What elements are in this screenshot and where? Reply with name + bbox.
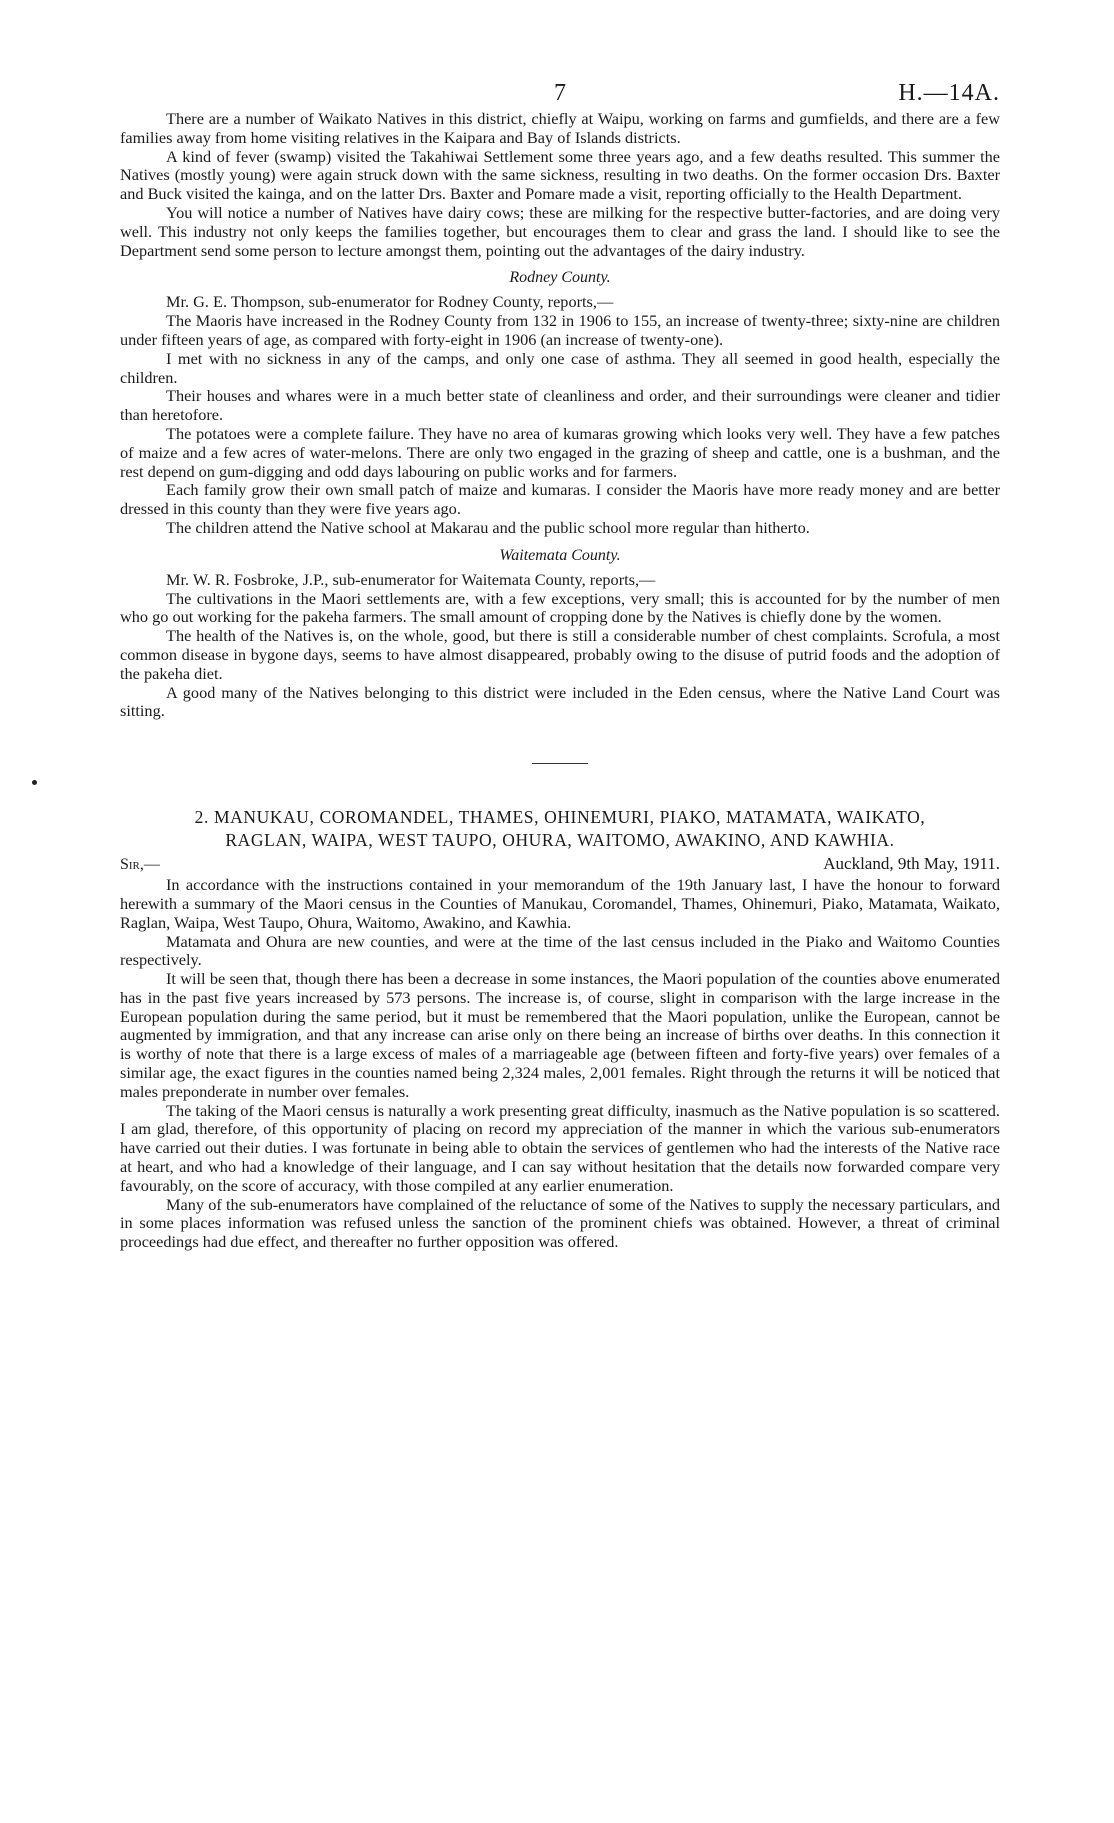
document-reference: H.—14A.: [898, 80, 1000, 106]
paragraph: The cultivations in the Maori settlements are, with a few exceptions, very small; this is accounted for by the number of men who go out working for the pakeha farmers. The small amount of cropping done by the Natives is chiefly done by the women.: [120, 588, 1000, 627]
paragraph: Matamata and Ohura are new counties, and were at the time of the last census included in the Piako and Waitomo Counties respectively.: [120, 931, 1000, 970]
paragraph: Mr. W. R. Fosbroke, J.P., sub-enumerator for Waitemata County, reports,—: [166, 569, 656, 589]
paragraph: A good many of the Natives belonging to this district were included in the Eden census, where the Native Land Court was sitting.: [120, 682, 1000, 721]
paragraph: Each family grow their own small patch of maize and kumaras. I consider the Maoris have more ready money and are better dressed in this county than they were five years ago.: [120, 480, 1000, 519]
dateline: Auckland, 9th May, 1911.: [823, 854, 1000, 874]
document-page: [120, 66, 1000, 1252]
waitemata-section: [120, 546, 1000, 721]
paragraph: I met with no sickness in any of the camps, and only one case of asthma. They all seemed in good health, especially the children.: [120, 348, 1000, 387]
intro-section: [120, 110, 1000, 260]
paragraph: It will be seen that, though there has been a decrease in some instances, the Maori population of the counties above enumerated has in the past five years increased by 573 persons. The increase is, of course, slight in comparison with the large increase in the European population during the same period, but it must be remembered that the Maori population, unlike the European, cannot be augmented by immigration, and that any increase can arise only on there being an increase of births over deaths. In this connection it is worthy of note that there is a large excess of males of a marriageable age (between fifteen and forty-five years) over females of a similar age, the exact figures in the counties named being 2,324 males, 2,001 females. Right through the returns it will be noticed that males preponderate in number over females.: [120, 969, 1000, 1101]
paragraph: There are a number of Waikato Natives in this district, chiefly at Waipu, working on farms and gumfields, and there are a few families away from home visiting relatives in the Kaipara and Bay of Islands districts.: [120, 109, 1000, 147]
paragraph: Mr. G. E. Thompson, sub-enumerator for Rodney County, reports,—: [166, 292, 614, 312]
paragraph: A kind of fever (swamp) visited the Takahiwai Settlement some three years ago, and a few deaths resulted. This summer the Natives (mostly young) were again struck down with the same sickness, resulting in two deaths. On the former occasion Drs. Baxter and Buck visited the kainga, and on the latter Drs. Baxter and Pomare made a visit, reporting officially to the Health Department.: [120, 146, 1000, 204]
paragraph: In accordance with the instructions contained in your memorandum of the 19th January last, I have the honour to forward herewith a summary of the Maori census in the Counties of Manukau, Coromandel, Thames, Ohinemuri, Piako, Matamata, Waikato, Raglan, Waipa, West Taupo, Ohura, Waitomo, Awakino, and Kawhia.: [120, 875, 1000, 932]
waitemata-county-heading: Waitemata County.: [499, 546, 621, 564]
section-2: [120, 806, 1000, 1252]
paragraph: The children attend the Native school at Makarau and the public school more regular than hitherto.: [166, 517, 810, 537]
paragraph: Many of the sub-enumerators have complained of the reluctance of some of the Natives to supply the necessary particulars, and in some places information was refused unless the sanction of the prominent chiefs was obtained. However, a threat of criminal proceedings had due effect, and thereafter no further opposition was offered.: [120, 1194, 1000, 1252]
paragraph: The Maoris have increased in the Rodney County from 132 in 1906 to 155, an increase of twenty-three; sixty-nine are children under fifteen years of age, as compared with forty-eight in 1906 (an increase of twenty-one).: [120, 311, 1000, 349]
paragraph: Their houses and whares were in a much better state of cleanliness and order, and their surroundings were cleaner and tidier than heretofore.: [120, 386, 1000, 425]
paragraph: The potatoes were a complete failure. They have no area of kumaras growing which looks very well. They have a few patches of maize and a few acres of water-melons. There are only two engaged in the grazing of sheep and cattle, one is a bushman, and the rest depend on gum-digging and odd days labouring on public works and for farmers.: [120, 423, 1000, 481]
paragraph: The health of the Natives is, on the whole, good, but there is still a considerable number of chest complaints. Scrofula, a most common disease in bygone days, seems to have almost disappeared, probably owing to the disuse of putrid foods and the adoption of the pakeha diet.: [120, 626, 1000, 683]
page-header: [120, 66, 1000, 110]
margin-dot: [32, 780, 37, 785]
paragraph: The taking of the Maori census is naturally a work presenting great difficulty, inasmuch as the Native population is so scattered. I am glad, therefore, of this opportunity of placing on record my appreciation of the manner in which the various sub-enumerators have carried out their duties. I was fortunate in being able to obtain the services of gentlemen who had the interests of the Native race at heart, and who had a knowledge of their language, and I can say without hesitation that the details now forwarded compare very favourably, on the score of accuracy, with those compiled at any earlier enumeration.: [120, 1100, 1000, 1195]
rodney-county-heading: Rodney County.: [509, 269, 611, 287]
rodney-section: [120, 268, 1000, 537]
salutation: Sir,—: [120, 856, 160, 874]
section-title-continued: RAGLAN, WAIPA, WEST TAUPO, OHURA, WAITOMO, AWAKINO, AND KAWHIA.: [225, 830, 895, 851]
paragraph: You will notice a number of Natives have dairy cows; these are milking for the respective butter-factories, and are doing very well. This industry not only keeps the families together, but encourages them to clear and grass the land. I should like to see the Department send some person to lecture amongst them, pointing out the advantages of the dairy industry.: [120, 202, 1000, 260]
letter-opening: [120, 854, 1000, 876]
page-number: 7: [554, 80, 566, 106]
section-divider: [532, 763, 588, 764]
section-title: 2. MANUKAU, COROMANDEL, THAMES, OHINEMURI, PIAKO, MATAMATA, WAIKATO,: [194, 807, 926, 828]
